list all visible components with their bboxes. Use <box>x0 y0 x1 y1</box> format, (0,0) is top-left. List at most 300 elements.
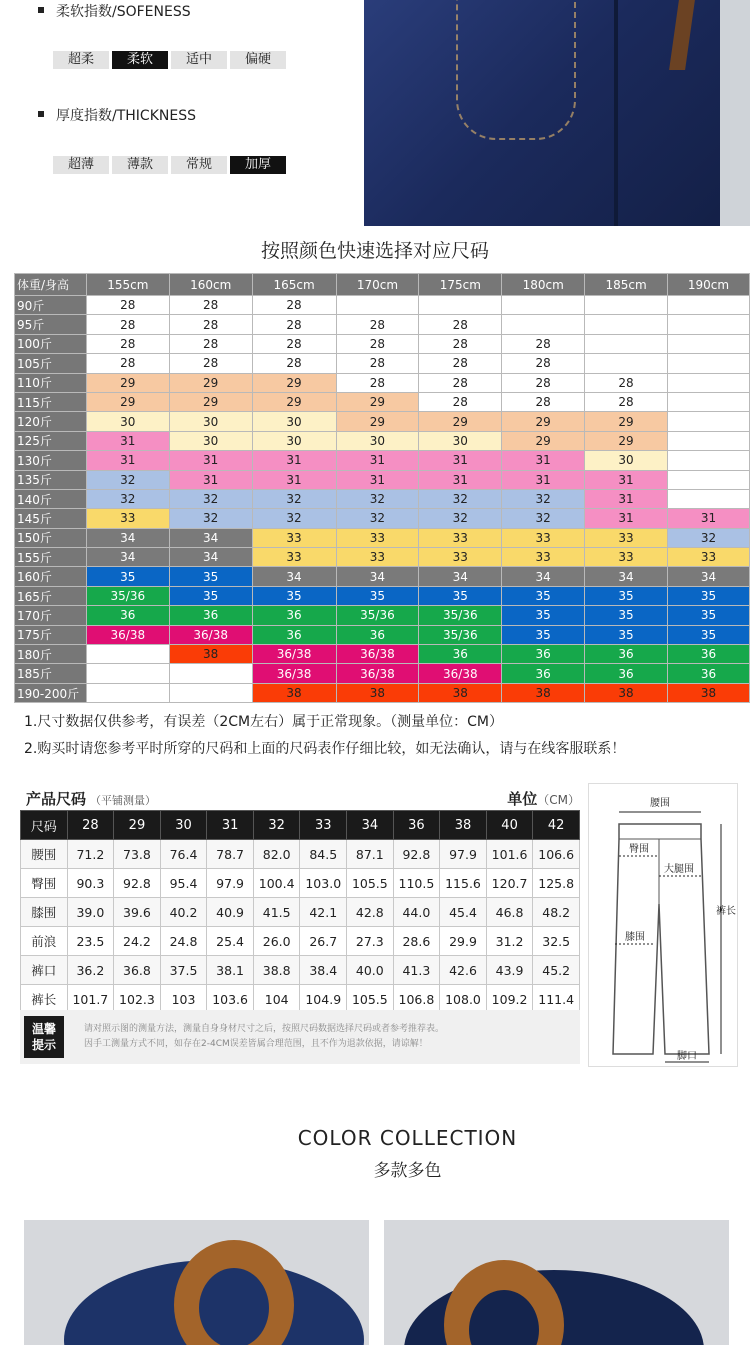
size-cell: 28 <box>336 354 419 373</box>
size-cell: 35 <box>585 606 668 625</box>
size-cell: 30 <box>419 431 502 450</box>
size-cell: 31 <box>419 451 502 470</box>
size-chart-row <box>15 586 750 605</box>
unit-label-note: （CM） <box>537 793 580 807</box>
hem-label: 脚口 <box>677 1051 697 1062</box>
weight-label: 165斤 <box>15 586 87 605</box>
softness-title <box>38 1 191 21</box>
size-cell: 32 <box>419 509 502 528</box>
size-cell: 36 <box>668 645 750 664</box>
size-cell: 33 <box>419 528 502 547</box>
softness-options <box>53 51 289 69</box>
height-header: 185cm <box>585 274 668 296</box>
size-cell: 30 <box>169 431 252 450</box>
color-photo-1 <box>24 1220 369 1345</box>
size-cell: 28 <box>86 315 169 334</box>
size-cell: 33 <box>252 528 336 547</box>
measurement-label: 裤口 <box>21 956 68 985</box>
size-chart-corner: 体重/身高 <box>15 274 87 296</box>
size-chart-table <box>14 273 750 703</box>
size-cell: 35 <box>502 606 585 625</box>
size-cell <box>668 392 750 411</box>
measurement-value: 37.5 <box>160 956 207 985</box>
size-cell: 34 <box>252 567 336 586</box>
measurement-value: 45.4 <box>440 898 487 927</box>
size-cell: 31 <box>252 470 336 489</box>
product-size-header-row <box>21 811 580 840</box>
size-cell <box>585 296 668 315</box>
size-cell: 35/36 <box>419 625 502 644</box>
tip-badge-line-2: 提示 <box>31 1038 56 1052</box>
measurement-value: 42.8 <box>347 898 394 927</box>
measurement-value: 38.1 <box>207 956 254 985</box>
size-header: 40 <box>486 811 533 840</box>
weight-label: 115斤 <box>15 392 87 411</box>
size-cell: 38 <box>419 683 502 702</box>
measurement-label: 腰围 <box>21 840 68 869</box>
measurement-value: 101.6 <box>486 840 533 869</box>
measurement-value: 120.7 <box>486 869 533 898</box>
size-chart-row <box>15 392 750 411</box>
size-chart-row <box>15 567 750 586</box>
softness-title-text: 柔软指数/SOFENESS <box>56 4 191 20</box>
measurement-value: 39.0 <box>67 898 114 927</box>
size-cell <box>668 412 750 431</box>
measurement-value: 105.5 <box>347 869 394 898</box>
height-header: 180cm <box>502 274 585 296</box>
tip-text <box>84 1022 444 1052</box>
size-cell <box>668 431 750 450</box>
jeans-seam <box>614 0 618 226</box>
size-cell: 32 <box>169 489 252 508</box>
size-cell: 35 <box>419 586 502 605</box>
size-cell <box>668 296 750 315</box>
measurement-value: 102.3 <box>114 985 161 1014</box>
size-cell <box>169 664 252 683</box>
size-cell: 36 <box>502 664 585 683</box>
size-cell: 38 <box>252 683 336 702</box>
size-cell: 28 <box>419 392 502 411</box>
size-cell: 29 <box>419 412 502 431</box>
size-cell <box>86 664 169 683</box>
size-cell: 28 <box>169 296 252 315</box>
weight-label: 95斤 <box>15 315 87 334</box>
size-cell <box>668 489 750 508</box>
measurement-value: 42.6 <box>440 956 487 985</box>
size-cell: 33 <box>502 528 585 547</box>
size-chart-row <box>15 315 750 334</box>
size-cell: 28 <box>419 334 502 353</box>
size-cell: 36/38 <box>86 625 169 644</box>
size-cell: 35/36 <box>86 586 169 605</box>
size-cell: 29 <box>336 392 419 411</box>
measurement-value: 45.2 <box>533 956 580 985</box>
measurement-value: 26.7 <box>300 927 347 956</box>
measurement-value: 78.7 <box>207 840 254 869</box>
size-cell: 35 <box>502 586 585 605</box>
size-cell: 32 <box>419 489 502 508</box>
measurement-value: 92.8 <box>393 840 440 869</box>
pants-diagram-svg <box>589 784 739 1068</box>
measurement-value: 29.9 <box>440 927 487 956</box>
size-cell: 28 <box>252 296 336 315</box>
measurement-value: 110.5 <box>393 869 440 898</box>
size-cell: 31 <box>585 470 668 489</box>
weight-label: 105斤 <box>15 354 87 373</box>
size-cell: 35 <box>585 586 668 605</box>
measurement-value: 71.2 <box>67 840 114 869</box>
size-cell: 28 <box>502 334 585 353</box>
jeans-fold-inner <box>199 1268 269 1345</box>
weight-label: 90斤 <box>15 296 87 315</box>
size-chart-row <box>15 489 750 508</box>
size-chart-row <box>15 528 750 547</box>
size-cell: 30 <box>169 412 252 431</box>
note-2: 2.购买时请您参考平时所穿的尺码和上面的尺码表作仔细比较，如无法确认，请与在线客服联系！ <box>24 741 626 757</box>
measurement-value: 108.0 <box>440 985 487 1014</box>
size-cell <box>585 354 668 373</box>
size-cell: 36 <box>86 606 169 625</box>
size-cell: 35/36 <box>336 606 419 625</box>
measurement-value: 101.7 <box>67 985 114 1014</box>
size-header: 34 <box>347 811 394 840</box>
measurement-label: 膝围 <box>21 898 68 927</box>
measurement-value: 41.5 <box>253 898 300 927</box>
measurement-value: 95.4 <box>160 869 207 898</box>
weight-label: 135斤 <box>15 470 87 489</box>
size-cell: 34 <box>419 567 502 586</box>
size-cell: 33 <box>336 528 419 547</box>
size-cell: 32 <box>668 528 750 547</box>
size-chart-row <box>15 334 750 353</box>
size-cell: 35 <box>668 606 750 625</box>
size-chart-row <box>15 470 750 489</box>
tip-line-2: 因手工测量方式不同，如存在2-4CM误差皆属合理范围，且不作为退款依据，请谅解！ <box>84 1039 428 1049</box>
measurement-value: 24.2 <box>114 927 161 956</box>
bullet-square-icon <box>38 111 44 117</box>
size-cell: 33 <box>585 548 668 567</box>
weight-label: 155斤 <box>15 548 87 567</box>
size-cell: 31 <box>419 470 502 489</box>
measurement-value: 105.5 <box>347 985 394 1014</box>
size-cell: 33 <box>585 528 668 547</box>
size-cell: 30 <box>252 412 336 431</box>
size-cell: 28 <box>169 334 252 353</box>
measurement-value: 36.2 <box>67 956 114 985</box>
size-cell: 29 <box>585 412 668 431</box>
size-chart-row <box>15 625 750 644</box>
size-cell: 34 <box>86 528 169 547</box>
size-cell <box>585 334 668 353</box>
product-size-section <box>20 780 580 1070</box>
color-photo-2 <box>384 1220 729 1345</box>
measurement-value: 90.3 <box>67 869 114 898</box>
size-cell: 36/38 <box>419 664 502 683</box>
thickness-title-text: 厚度指数/THICKNESS <box>56 108 196 124</box>
measurement-label: 裤长 <box>21 985 68 1014</box>
size-cell: 32 <box>86 489 169 508</box>
size-chart-row <box>15 606 750 625</box>
tip-line-1: 请对照示图的测量方法，测量自身身材尺寸之后，按照尺码数据选择尺码或者参考推荐表。 <box>84 1024 445 1034</box>
size-cell: 33 <box>502 548 585 567</box>
measurement-value: 43.9 <box>486 956 533 985</box>
measurement-value: 26.0 <box>253 927 300 956</box>
size-cell: 28 <box>252 334 336 353</box>
size-cell: 30 <box>86 412 169 431</box>
jeans-pocket-photo <box>364 0 750 226</box>
size-cell <box>336 296 419 315</box>
product-size-title-note: （平铺测量） <box>90 794 157 807</box>
size-cell <box>502 315 585 334</box>
product-size-row <box>21 898 580 927</box>
size-cell: 36 <box>169 606 252 625</box>
measurement-value: 38.4 <box>300 956 347 985</box>
thickness-option: 常规 <box>171 156 227 174</box>
size-header: 31 <box>207 811 254 840</box>
weight-label: 145斤 <box>15 509 87 528</box>
product-size-row <box>21 927 580 956</box>
size-cell <box>668 354 750 373</box>
size-cell: 38 <box>502 683 585 702</box>
size-cell: 34 <box>585 567 668 586</box>
tip-box <box>20 1010 580 1064</box>
size-header: 29 <box>114 811 161 840</box>
size-cell <box>668 334 750 353</box>
measurement-value: 39.6 <box>114 898 161 927</box>
measurement-value: 25.4 <box>207 927 254 956</box>
size-cell: 29 <box>169 373 252 392</box>
size-cell: 36 <box>502 645 585 664</box>
height-header: 155cm <box>86 274 169 296</box>
measurement-value: 103 <box>160 985 207 1014</box>
size-cell: 30 <box>336 431 419 450</box>
size-cell: 34 <box>86 548 169 567</box>
size-cell: 35/36 <box>419 606 502 625</box>
measurement-value: 42.1 <box>300 898 347 927</box>
size-cell: 31 <box>502 451 585 470</box>
size-header: 36 <box>393 811 440 840</box>
size-cell: 31 <box>336 470 419 489</box>
measurement-value: 41.3 <box>393 956 440 985</box>
size-cell: 38 <box>169 645 252 664</box>
measurement-value: 104 <box>253 985 300 1014</box>
measurement-value: 46.8 <box>486 898 533 927</box>
size-cell: 33 <box>336 548 419 567</box>
size-header: 30 <box>160 811 207 840</box>
size-cell: 28 <box>502 373 585 392</box>
thickness-title <box>38 105 196 125</box>
weight-label: 190-200斤 <box>15 683 87 702</box>
size-cell: 29 <box>585 431 668 450</box>
size-cell <box>668 470 750 489</box>
size-cell: 34 <box>502 567 585 586</box>
weight-label: 130斤 <box>15 451 87 470</box>
size-cell <box>419 296 502 315</box>
length-label: 裤长 <box>716 906 736 917</box>
size-cell: 34 <box>336 567 419 586</box>
size-cell: 28 <box>585 392 668 411</box>
size-cell <box>668 451 750 470</box>
size-cell: 32 <box>336 509 419 528</box>
measurement-value: 27.3 <box>347 927 394 956</box>
measurement-value: 76.4 <box>160 840 207 869</box>
unit-label <box>507 788 580 809</box>
measurement-value: 40.2 <box>160 898 207 927</box>
size-chart-row <box>15 412 750 431</box>
size-cell: 35 <box>668 625 750 644</box>
measurement-value: 82.0 <box>253 840 300 869</box>
size-cell <box>502 296 585 315</box>
size-cell: 34 <box>169 528 252 547</box>
measurement-value: 106.6 <box>533 840 580 869</box>
size-cell: 29 <box>86 392 169 411</box>
color-collection-title: COLOR COLLECTION <box>297 1126 518 1150</box>
size-cell: 36/38 <box>252 645 336 664</box>
weight-label: 175斤 <box>15 625 87 644</box>
weight-label: 170斤 <box>15 606 87 625</box>
size-chart-row <box>15 451 750 470</box>
measurement-value: 32.5 <box>533 927 580 956</box>
size-cell: 28 <box>86 296 169 315</box>
size-cell: 36 <box>585 645 668 664</box>
measurement-value: 115.6 <box>440 869 487 898</box>
size-cell: 33 <box>419 548 502 567</box>
size-cell <box>86 645 169 664</box>
size-cell: 32 <box>252 509 336 528</box>
size-cell: 36 <box>252 625 336 644</box>
measurement-value: 73.8 <box>114 840 161 869</box>
size-cell: 36/38 <box>336 645 419 664</box>
size-header: 38 <box>440 811 487 840</box>
size-header: 28 <box>67 811 114 840</box>
jeans-pocket <box>456 0 576 140</box>
size-cell: 38 <box>585 683 668 702</box>
product-size-table <box>20 810 580 1014</box>
size-cell: 35 <box>252 586 336 605</box>
thigh-label: 大腿围 <box>664 864 694 875</box>
size-cell: 29 <box>502 431 585 450</box>
size-cell: 31 <box>86 451 169 470</box>
size-cell: 38 <box>668 683 750 702</box>
product-size-row <box>21 840 580 869</box>
measurement-label: 臀围 <box>21 869 68 898</box>
size-cell: 28 <box>585 373 668 392</box>
measurement-value: 100.4 <box>253 869 300 898</box>
size-cell: 35 <box>668 586 750 605</box>
size-cell: 32 <box>169 509 252 528</box>
measurement-value: 92.8 <box>114 869 161 898</box>
height-header: 190cm <box>668 274 750 296</box>
size-cell: 28 <box>252 354 336 373</box>
size-cell: 30 <box>252 431 336 450</box>
size-cell: 28 <box>419 373 502 392</box>
unit-label-text: 单位 <box>507 790 538 808</box>
thickness-option: 加厚 <box>230 156 286 174</box>
measurement-value: 31.2 <box>486 927 533 956</box>
bullet-square-icon <box>38 7 44 13</box>
measurement-value: 109.2 <box>486 985 533 1014</box>
weight-label: 150斤 <box>15 528 87 547</box>
measurement-value: 111.4 <box>533 985 580 1014</box>
size-cell <box>86 683 169 702</box>
measurement-value: 38.8 <box>253 956 300 985</box>
size-header: 42 <box>533 811 580 840</box>
size-column-label: 尺码 <box>21 811 68 840</box>
size-cell: 28 <box>252 315 336 334</box>
size-cell <box>585 315 668 334</box>
size-cell: 28 <box>169 315 252 334</box>
weight-label: 140斤 <box>15 489 87 508</box>
measurement-value: 40.9 <box>207 898 254 927</box>
size-cell: 32 <box>86 470 169 489</box>
measurement-value: 97.9 <box>440 840 487 869</box>
size-chart-row <box>15 548 750 567</box>
measurement-value: 106.8 <box>393 985 440 1014</box>
size-cell: 28 <box>419 315 502 334</box>
size-cell: 36/38 <box>336 664 419 683</box>
size-cell: 36/38 <box>252 664 336 683</box>
size-cell: 31 <box>502 470 585 489</box>
measurement-value: 36.8 <box>114 956 161 985</box>
size-cell: 28 <box>336 334 419 353</box>
size-cell: 29 <box>336 412 419 431</box>
size-cell: 38 <box>336 683 419 702</box>
knee-label: 膝围 <box>625 932 645 943</box>
measurement-value: 97.9 <box>207 869 254 898</box>
size-chart-row <box>15 296 750 315</box>
size-cell <box>668 315 750 334</box>
pants-measurement-diagram <box>588 783 738 1067</box>
size-cell: 32 <box>502 489 585 508</box>
size-cell: 36 <box>668 664 750 683</box>
size-cell: 36 <box>419 645 502 664</box>
size-cell: 29 <box>86 373 169 392</box>
hip-label: 臀围 <box>629 844 649 855</box>
measurement-value: 84.5 <box>300 840 347 869</box>
measurement-value: 28.6 <box>393 927 440 956</box>
height-header: 160cm <box>169 274 252 296</box>
size-header: 33 <box>300 811 347 840</box>
size-cell: 31 <box>169 470 252 489</box>
size-cell: 35 <box>336 586 419 605</box>
size-cell: 36 <box>585 664 668 683</box>
size-cell: 32 <box>502 509 585 528</box>
height-header: 170cm <box>336 274 419 296</box>
size-cell: 28 <box>169 354 252 373</box>
thickness-options <box>53 156 289 174</box>
size-cell <box>169 683 252 702</box>
weight-label: 160斤 <box>15 567 87 586</box>
size-cell: 34 <box>169 548 252 567</box>
size-cell: 33 <box>86 509 169 528</box>
size-cell: 31 <box>252 451 336 470</box>
note-1: 1.尺寸数据仅供参考，有误差（2CM左右）属于正常现象。（测量单位：CM） <box>24 714 503 730</box>
weight-label: 180斤 <box>15 645 87 664</box>
measurement-value: 44.0 <box>393 898 440 927</box>
product-size-title-text: 产品尺码 <box>26 790 87 808</box>
size-cell: 35 <box>585 625 668 644</box>
size-cell: 28 <box>419 354 502 373</box>
size-cell: 28 <box>86 354 169 373</box>
size-chart-row <box>15 683 750 702</box>
size-cell: 35 <box>169 567 252 586</box>
size-chart-row <box>15 431 750 450</box>
measurement-value: 104.9 <box>300 985 347 1014</box>
size-chart-row <box>15 354 750 373</box>
size-cell: 28 <box>336 373 419 392</box>
product-size-row <box>21 869 580 898</box>
size-cell: 36/38 <box>169 625 252 644</box>
